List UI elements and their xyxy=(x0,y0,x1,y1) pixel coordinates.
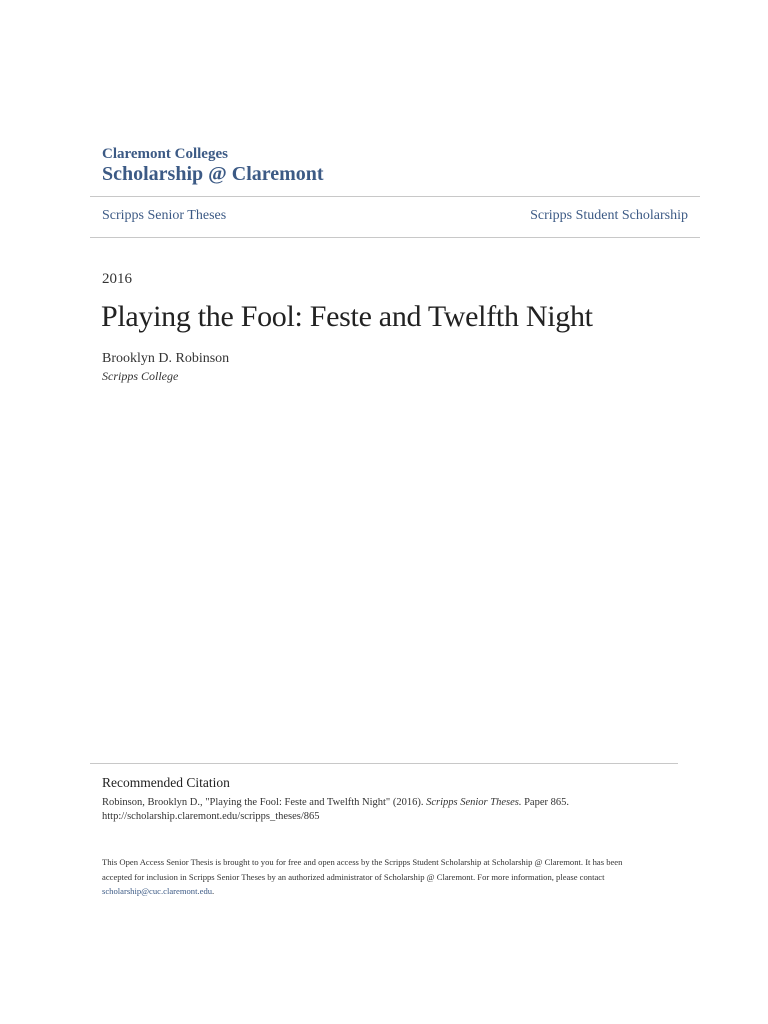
open-access-notice-line-2: accepted for inclusion in Scripps Senior Theses by an authorized administrator of Scholarship @ Claremont. For more information, please contact xyxy=(102,872,605,882)
citation-divider xyxy=(90,763,678,764)
repository-name[interactable]: Scholarship @ Claremont xyxy=(102,163,324,185)
institution-name[interactable]: Claremont Colleges xyxy=(102,146,228,162)
citation-heading: Recommended Citation xyxy=(102,775,230,790)
scripps-senior-theses-link[interactable]: Scripps Senior Theses xyxy=(102,208,227,223)
header-divider-bottom xyxy=(90,237,700,238)
open-access-notice-line-1: This Open Access Senior Thesis is brought to you for free and open access by the Scripps Student Scholarship at Scholarship @ Claremont. It has been xyxy=(102,857,623,867)
scripps-student-scholarship-link[interactable]: Scripps Student Scholarship xyxy=(530,208,688,223)
publication-year: 2016 xyxy=(102,271,132,287)
author-name: Brooklyn D. Robinson xyxy=(102,351,230,366)
citation-prefix: Robinson, Brooklyn D., "Playing the Fool: Feste and Twelfth Night" (2016). xyxy=(102,797,427,808)
open-access-notice-line-3 xyxy=(102,885,214,897)
citation-paper-number: Paper 865. xyxy=(521,797,570,808)
citation-series: Scripps Senior Theses. xyxy=(426,797,522,808)
header-divider-top xyxy=(90,196,700,197)
paper-title: Playing the Fool: Feste and Twelfth Night xyxy=(101,300,593,333)
author-affiliation: Scripps College xyxy=(102,369,179,383)
contact-email-link[interactable]: scholarship@cuc.claremont.edu xyxy=(102,886,213,896)
citation-text xyxy=(102,796,569,810)
contact-suffix: . xyxy=(212,886,215,896)
citation-url: http://scholarship.claremont.edu/scripps_theses/865 xyxy=(102,811,320,822)
